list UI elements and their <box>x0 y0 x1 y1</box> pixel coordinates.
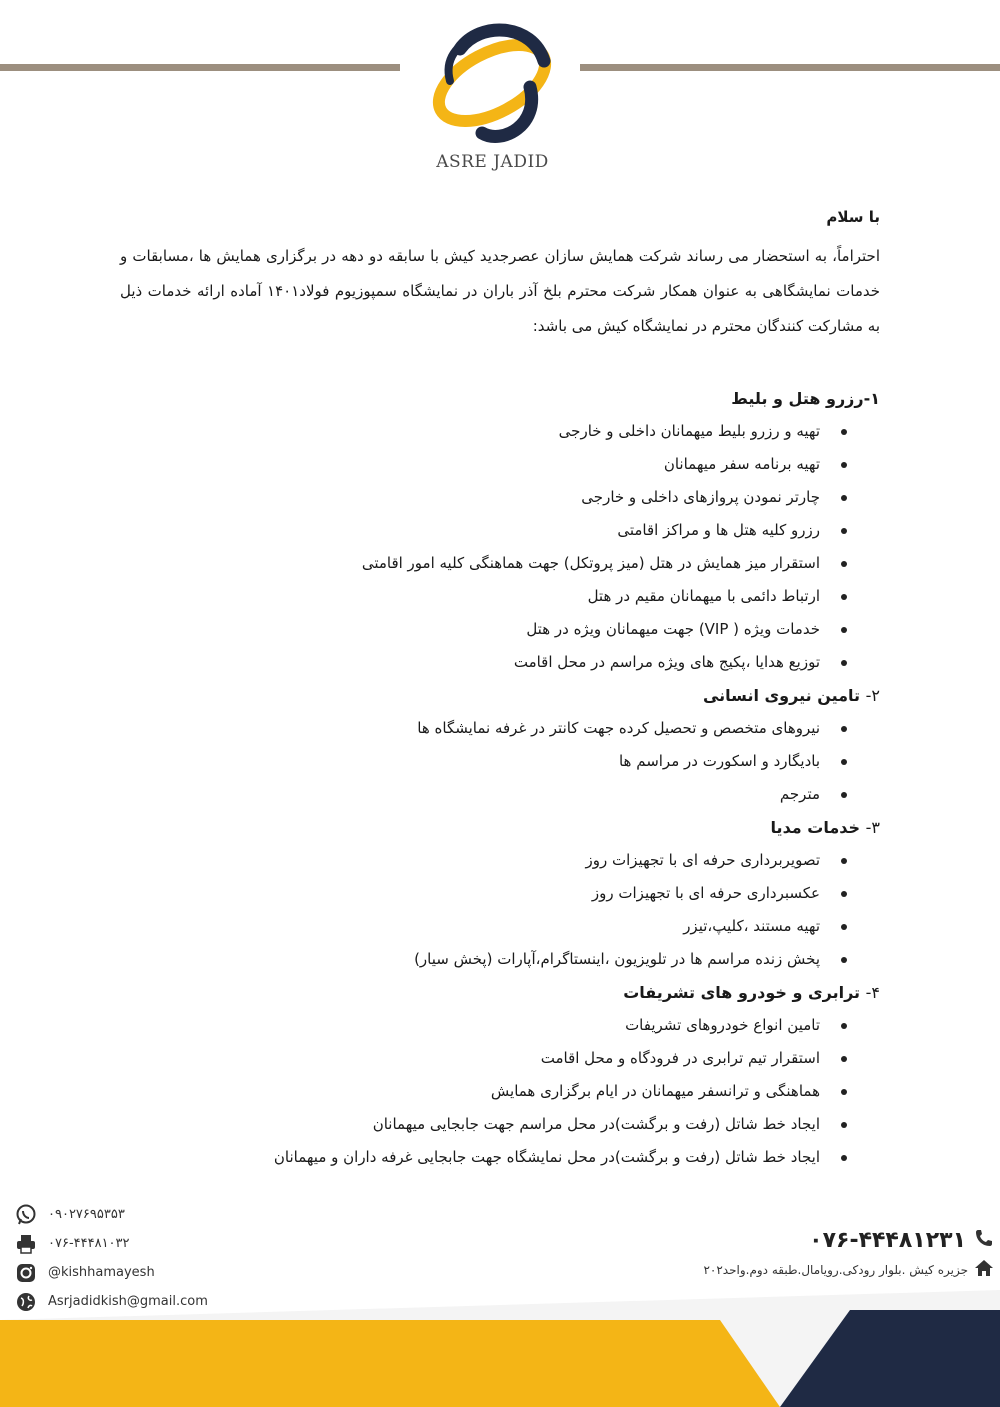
printer-icon <box>14 1232 38 1256</box>
list-item: تامین انواع خودروهای تشریفات <box>120 1009 880 1042</box>
list-item: تهیه و رزرو بلیط میهمانان داخلی و خارجی <box>120 415 880 448</box>
footer-yellow-band <box>0 1320 780 1407</box>
list-item: ارتباط دائمی با میهمانان مقیم در هتل <box>120 580 880 613</box>
address-row <box>594 1258 994 1282</box>
phone-icon <box>974 1228 994 1252</box>
section-number: ۱- <box>863 389 880 408</box>
section-label: تامین نیروی انسانی <box>702 686 861 705</box>
instagram-icon <box>14 1261 38 1285</box>
staffing-items <box>120 712 880 811</box>
section-label: خدمات مدیا <box>770 818 861 837</box>
home-icon <box>974 1259 994 1281</box>
list-item: پخش زنده مراسم ها در تلویزیون ،اینستاگرام،آپارات (پخش سیار) <box>120 943 880 976</box>
header-rule-left <box>0 64 400 71</box>
section-number: ۳- <box>865 818 880 837</box>
list-item: مترجم <box>120 778 880 811</box>
hotel-items <box>120 415 880 679</box>
intro-paragraph: احتراماً، به استحضار می رساند شرکت همایش سازان عصرجدید کیش با سابقه دو دهه در برگزاری همایش ها ،مسابقات و خدمات نمایشگاهی به عنوان همکار شرکت محترم بلخ آذر باران در نمایشگاه سمپوزیوم فولاد۱۴۰۱ آماده ارائه خدمات ذیل به مشارکت کنندگان محترم در نمایشگاه کیش می باشد: <box>120 247 880 335</box>
contact-main <box>594 1222 994 1282</box>
list-item: خدمات ویژه ( VIP) جهت میهمانان ویژه در هتل <box>120 613 880 646</box>
whatsapp-row <box>14 1200 274 1229</box>
list-item: عکسبرداری حرفه ای با تجهیزات روز <box>120 877 880 910</box>
fax-row <box>14 1229 274 1258</box>
list-item: توزیع هدایا ،پکیج های ویژه مراسم در محل اقامت <box>120 646 880 679</box>
list-item: تصویربرداری حرفه ای با تجهیزات روز <box>120 844 880 877</box>
phone-row <box>594 1222 994 1258</box>
section-title-staffing <box>120 679 880 712</box>
header-rule-right <box>580 64 1000 71</box>
service-sections <box>120 382 880 1174</box>
phone-number[interactable]: ۰۷۶-۴۴۴۸۱۲۳۱ <box>809 1227 966 1253</box>
company-logo <box>405 15 580 172</box>
list-item: استقرار تیم ترابری در فرودگاه و محل اقامت <box>120 1042 880 1075</box>
transport-items <box>120 1009 880 1174</box>
list-item: استقرار میز همایش در هتل (میز پروتکل) جهت هماهنگی کلیه امور اقامتی <box>120 547 880 580</box>
list-item: ایجاد خط شاتل (رفت و برگشت)در محل مراسم جهت جابجایی میهمانان <box>120 1108 880 1141</box>
list-item: تهیه برنامه سفر میهمانان <box>120 448 880 481</box>
section-number: ۴- <box>865 983 880 1002</box>
list-item: هماهنگی و ترانسفر میهمانان در ایام برگزاری همایش <box>120 1075 880 1108</box>
list-item: تهیه مستند ،کلیپ،تیزر <box>120 910 880 943</box>
section-number: ۲- <box>865 686 880 705</box>
whatsapp-icon <box>14 1203 38 1227</box>
email-address[interactable]: Asrjadidkish@gmail.com <box>48 1294 208 1309</box>
footer-band <box>0 1290 1000 1407</box>
list-item: بادیگارد و اسکورت در مراسم ها <box>120 745 880 778</box>
media-items <box>120 844 880 976</box>
list-item: چارتر نمودن پروازهای داخلی و خارجی <box>120 481 880 514</box>
fax-number: ۰۷۶-۴۴۴۸۱۰۳۲ <box>48 1236 130 1251</box>
section-title-transport <box>120 976 880 1009</box>
logo-mark-icon <box>422 15 562 150</box>
section-label: ترابری و خودرو های تشریفات <box>623 983 861 1002</box>
greeting: با سلام <box>826 208 880 226</box>
section-title-media <box>120 811 880 844</box>
section-title-hotel <box>120 382 880 415</box>
letter-body <box>120 205 880 344</box>
instagram-handle[interactable]: @kishhamayesh <box>48 1265 155 1280</box>
instagram-row <box>14 1258 274 1287</box>
list-item: ایجاد خط شاتل (رفت و برگشت)در محل نمایشگاه جهت جابجایی غرفه داران و میهمانان <box>120 1141 880 1174</box>
list-item: رزرو کلیه هتل ها و مراکز اقامتی <box>120 514 880 547</box>
whatsapp-number: ۰۹۰۲۷۶۹۵۳۵۳ <box>48 1207 125 1222</box>
address-text: جزیره کیش .بلوار رودکی.رویامال.طبقه دوم.واحد۲۰۲ <box>703 1263 968 1277</box>
list-item: نیروهای متخصص و تحصیل کرده جهت کانتر در غرفه نمایشگاه ها <box>120 712 880 745</box>
section-label: رزرو هتل و بلیط <box>731 389 864 408</box>
logo-text: ASRE JADID <box>436 152 549 172</box>
